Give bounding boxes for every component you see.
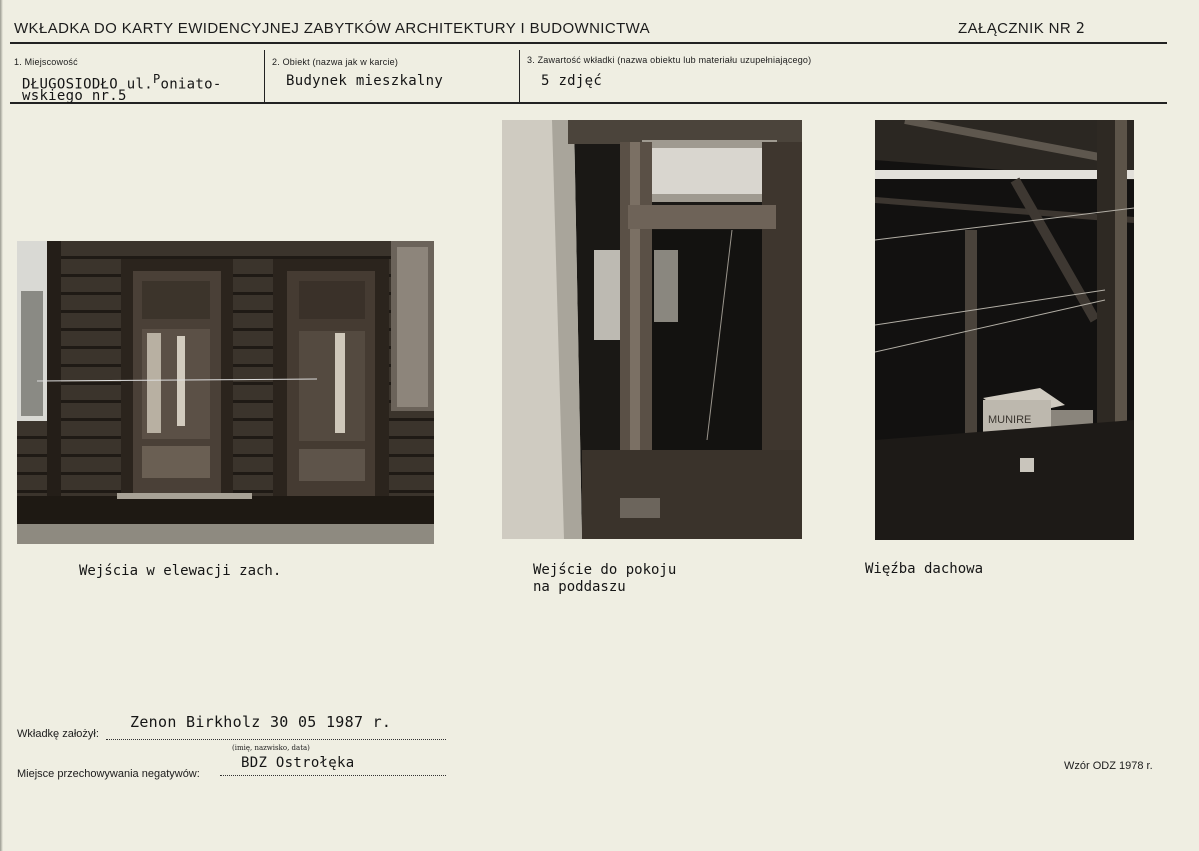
photo-caption-2-line2: na poddaszu — [533, 579, 626, 595]
photo-caption-1 — [79, 563, 281, 580]
card-title: WKŁADKA DO KARTY EWIDENCYJNEJ ZABYTKÓW ARCHITEKTURY I BUDOWNICTWA — [14, 20, 651, 37]
locality-value-start: DŁUGOSIODŁO ul. — [22, 76, 153, 93]
photo-attic-room-entrance — [502, 120, 802, 539]
founder-value: Zenon Birkholz 30 05 1987 r. — [130, 713, 392, 731]
founder-label: Wkładkę założył: — [17, 728, 99, 740]
negatives-dotline — [220, 775, 446, 776]
locality-value-line2: wskiego nr.5 — [22, 88, 127, 104]
annex-number: 2 — [1075, 19, 1086, 37]
pattern-label: Wzór ODZ 1978 r. — [1064, 760, 1153, 772]
negatives-value: BDZ Ostrołęka — [241, 755, 355, 771]
photo-roof-truss-image — [875, 120, 1134, 540]
photo-caption-3 — [865, 561, 983, 578]
founder-dotline — [106, 739, 446, 740]
field-divider-2 — [519, 50, 520, 103]
locality-value-end: oniato- — [160, 76, 222, 93]
annex-label-text: ZAŁĄCZNIK NR — [958, 20, 1072, 37]
photo-caption-2-line1: Wejście do pokoju — [533, 562, 677, 578]
field-row-rule — [10, 102, 1167, 104]
photo-caption-2 — [533, 562, 676, 596]
contents-value: 5 zdjęć — [541, 73, 603, 89]
box-label: MUNIRE — [988, 414, 1032, 426]
photo-attic-room-entrance-image — [502, 120, 802, 539]
photo-caption-1-line1: Wejścia w elewacji zach. — [79, 563, 282, 579]
annex-label — [958, 19, 1085, 37]
header-rule — [10, 42, 1167, 44]
photo-west-entrances — [17, 241, 434, 544]
photo-caption-3-line1: Więźba dachowa — [865, 561, 984, 577]
locality-label: 1. Miejscowość — [14, 57, 78, 67]
photo-west-entrances-image — [17, 241, 434, 544]
object-value: Budynek mieszkalny — [286, 73, 444, 89]
photo-roof-truss — [875, 120, 1134, 540]
field-divider-1 — [264, 50, 265, 103]
contents-label: 3. Zawartość wkładki (nazwa obiektu lub materiału uzupełniającego) — [527, 55, 812, 65]
locality-value-sup: P — [152, 72, 161, 86]
negatives-label: Miejsce przechowywania negatywów: — [17, 768, 200, 780]
founder-hint: (imię, nazwisko, data) — [232, 744, 310, 752]
object-label: 2. Obiekt (nazwa jak w karcie) — [272, 57, 399, 67]
card-edge — [0, 0, 3, 851]
